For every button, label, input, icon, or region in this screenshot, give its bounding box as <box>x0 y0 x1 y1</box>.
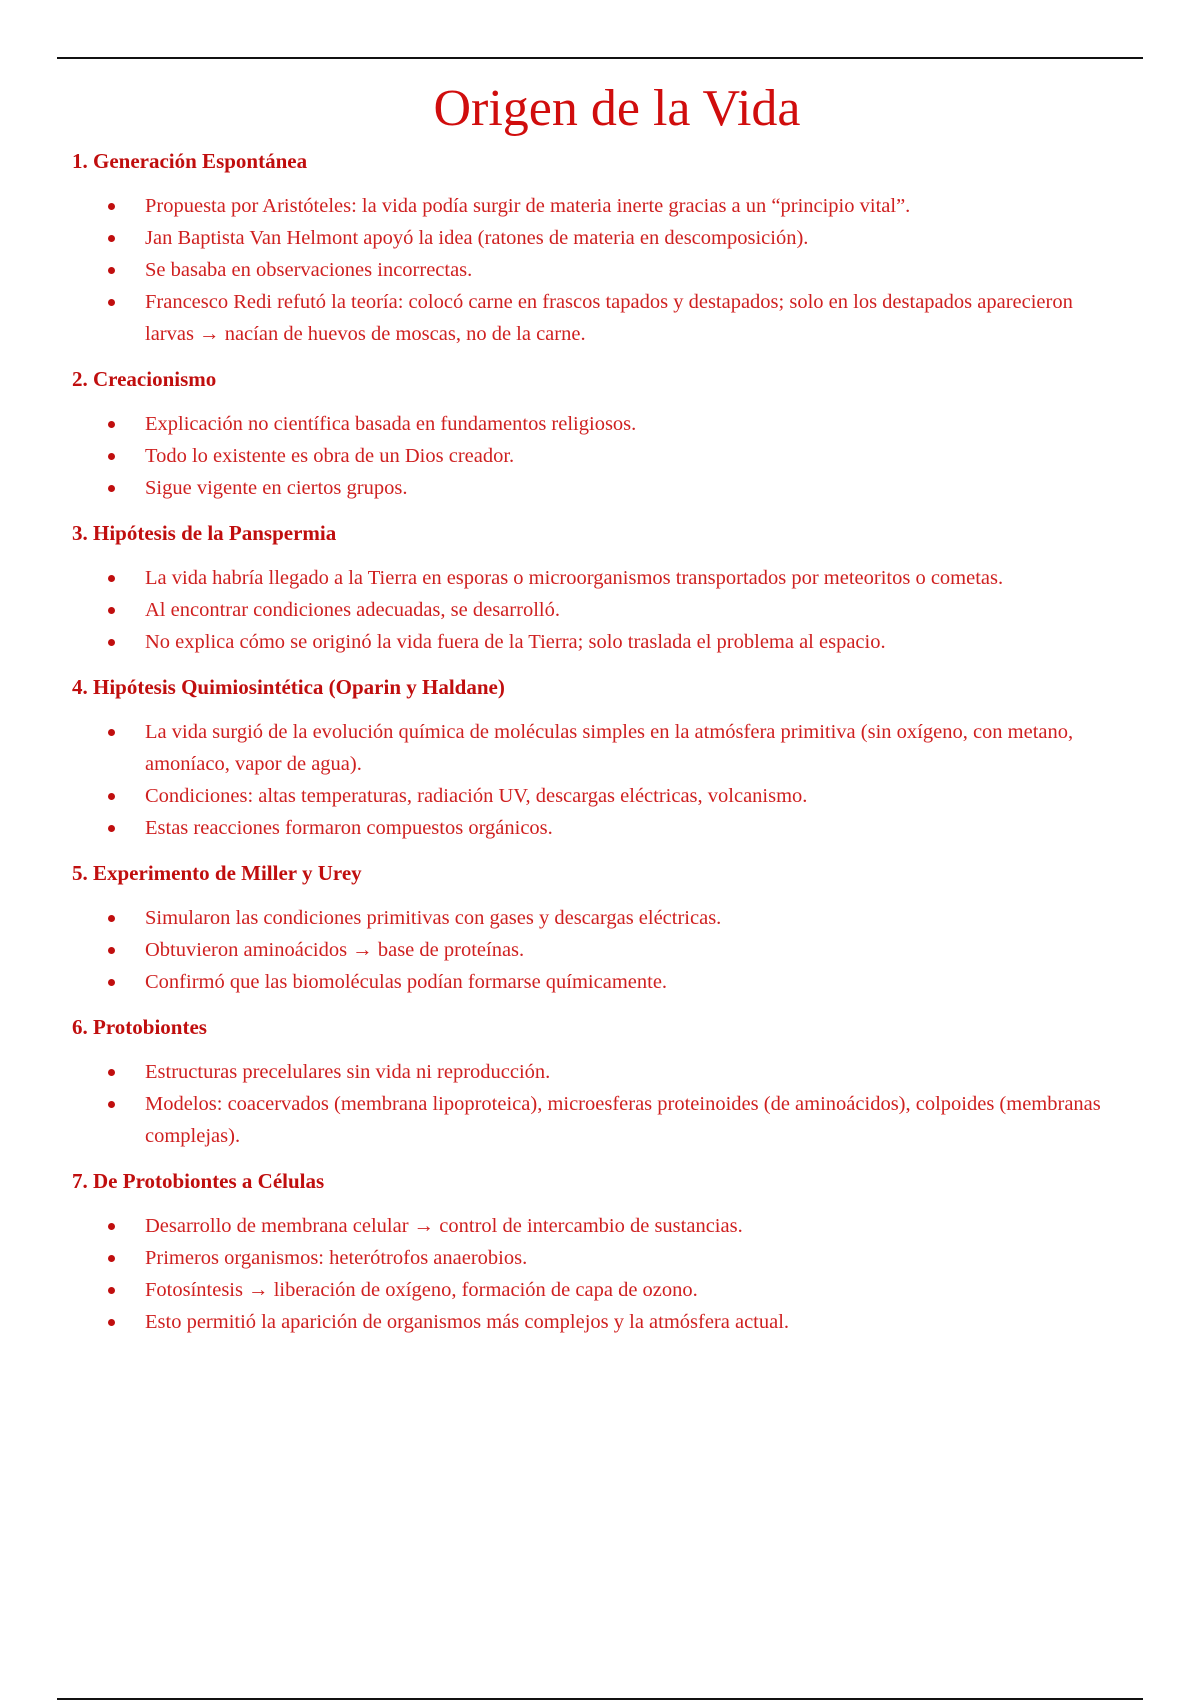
bullet-list <box>72 1210 1122 1338</box>
section-heading: 3. Hipótesis de la Panspermia <box>72 521 337 545</box>
section-4 <box>72 672 1122 844</box>
bullet-dot-icon <box>108 1101 115 1108</box>
list-item-text: Condiciones: altas temperaturas, radiación UV, descargas eléctricas, volcanismo. <box>145 785 808 807</box>
section-heading: 7. De Protobiontes a Células <box>72 1169 325 1193</box>
bullet-dot-icon <box>108 575 115 582</box>
bullet-list <box>72 408 1122 504</box>
list-item-text: No explica cómo se originó la vida fuera de la Tierra; solo traslada el problema al espacio. <box>145 631 886 653</box>
bullet-dot-icon <box>108 235 115 242</box>
list-item-text: Obtuvieron aminoácidos → base de proteínas. <box>145 939 525 961</box>
section-heading: 6. Protobiontes <box>72 1015 207 1039</box>
list-item-text: Todo lo existente es obra de un Dios creador. <box>145 445 515 467</box>
list-item-text: Estas reacciones formaron compuestos orgánicos. <box>145 817 553 839</box>
bullet-list <box>72 562 1122 658</box>
section-1 <box>72 146 1122 350</box>
list-item <box>72 780 1122 812</box>
bullet-dot-icon <box>108 1069 115 1076</box>
list-item <box>72 934 1122 966</box>
bullet-dot-icon <box>108 203 115 210</box>
sections-container <box>72 146 1122 1338</box>
section-heading: 5. Experimento de Miller y Urey <box>72 861 362 885</box>
list-item-text: Sigue vigente en ciertos grupos. <box>145 477 408 499</box>
bullet-dot-icon <box>108 607 115 614</box>
list-item-text: Jan Baptista Van Helmont apoyó la idea (ratones de materia en descomposición). <box>145 227 809 249</box>
document-page <box>72 72 1122 1352</box>
list-item <box>72 254 1122 286</box>
list-item-text: Estructuras precelulares sin vida ni reproducción. <box>145 1061 551 1083</box>
list-item-text: Esto permitió la aparición de organismos más complejos y la atmósfera actual. <box>145 1311 790 1333</box>
list-item <box>72 1056 1122 1088</box>
bullet-dot-icon <box>108 1287 115 1294</box>
list-item-text: Francesco Redi refutó la teoría: colocó carne en frascos tapados y destapados; solo en los destapados aparecieron larvas → nacían de huevos de moscas, no de la carne. <box>145 291 1073 345</box>
list-item-text: La vida habría llegado a la Tierra en esporas o microorganismos transportados por meteoritos o cometas. <box>145 567 1004 589</box>
list-item <box>72 222 1122 254</box>
bullet-dot-icon <box>108 915 115 922</box>
bullet-dot-icon <box>108 421 115 428</box>
list-item-text: Se basaba en observaciones incorrectas. <box>145 259 473 281</box>
list-item-text: Propuesta por Aristóteles: la vida podía surgir de materia inerte gracias a un “principio vital”. <box>145 195 911 217</box>
section-heading: 1. Generación Espontánea <box>72 149 308 173</box>
list-item <box>72 812 1122 844</box>
list-item <box>72 626 1122 658</box>
bullet-list <box>72 190 1122 350</box>
list-item <box>72 440 1122 472</box>
list-item <box>72 408 1122 440</box>
list-item <box>72 1306 1122 1338</box>
bullet-list <box>72 1056 1122 1152</box>
list-item <box>72 966 1122 998</box>
bullet-dot-icon <box>108 729 115 736</box>
list-item-text: Primeros organismos: heterótrofos anaerobios. <box>145 1247 528 1269</box>
bullet-dot-icon <box>108 825 115 832</box>
bullet-dot-icon <box>108 793 115 800</box>
list-item <box>72 1242 1122 1274</box>
section-2 <box>72 364 1122 504</box>
section-6 <box>72 1012 1122 1152</box>
list-item-text: La vida surgió de la evolución química de moléculas simples en la atmósfera primitiva (sin oxígeno, con metano, amoníaco, vapor de agua). <box>145 721 1074 775</box>
list-item-text: Fotosíntesis → liberación de oxígeno, formación de capa de ozono. <box>145 1279 698 1301</box>
bullet-dot-icon <box>108 979 115 986</box>
list-item-text: Al encontrar condiciones adecuadas, se desarrolló. <box>145 599 560 621</box>
list-item-text: Modelos: coacervados (membrana lipoproteica), microesferas proteinoides (de aminoácidos), colpoides (membranas complejas). <box>145 1093 1101 1147</box>
bullet-dot-icon <box>108 1223 115 1230</box>
bullet-list <box>72 716 1122 844</box>
list-item <box>72 1088 1122 1152</box>
bullet-dot-icon <box>108 1255 115 1262</box>
list-item <box>72 902 1122 934</box>
list-item-text: Explicación no científica basada en fundamentos religiosos. <box>145 413 637 435</box>
bullet-list <box>72 902 1122 998</box>
page-title: Origen de la Vida <box>433 80 801 137</box>
list-item-text: Confirmó que las biomoléculas podían formarse químicamente. <box>145 971 668 993</box>
section-heading: 4. Hipótesis Quimiosintética (Oparin y Haldane) <box>72 675 505 699</box>
section-heading: 2. Creacionismo <box>72 367 217 391</box>
list-item <box>72 594 1122 626</box>
bullet-dot-icon <box>108 485 115 492</box>
bullet-dot-icon <box>108 1319 115 1326</box>
top-rule <box>57 57 1143 59</box>
list-item <box>72 190 1122 222</box>
bullet-dot-icon <box>108 299 115 306</box>
list-item <box>72 1274 1122 1306</box>
list-item <box>72 286 1122 350</box>
bullet-dot-icon <box>108 639 115 646</box>
section-3 <box>72 518 1122 658</box>
list-item <box>72 472 1122 504</box>
section-7 <box>72 1166 1122 1338</box>
list-item <box>72 1210 1122 1242</box>
list-item-text: Simularon las condiciones primitivas con gases y descargas eléctricas. <box>145 907 722 929</box>
bullet-dot-icon <box>108 947 115 954</box>
list-item <box>72 716 1122 780</box>
section-5 <box>72 858 1122 998</box>
bullet-dot-icon <box>108 453 115 460</box>
list-item-text: Desarrollo de membrana celular → control de intercambio de sustancias. <box>145 1215 743 1237</box>
list-item <box>72 562 1122 594</box>
bullet-dot-icon <box>108 267 115 274</box>
